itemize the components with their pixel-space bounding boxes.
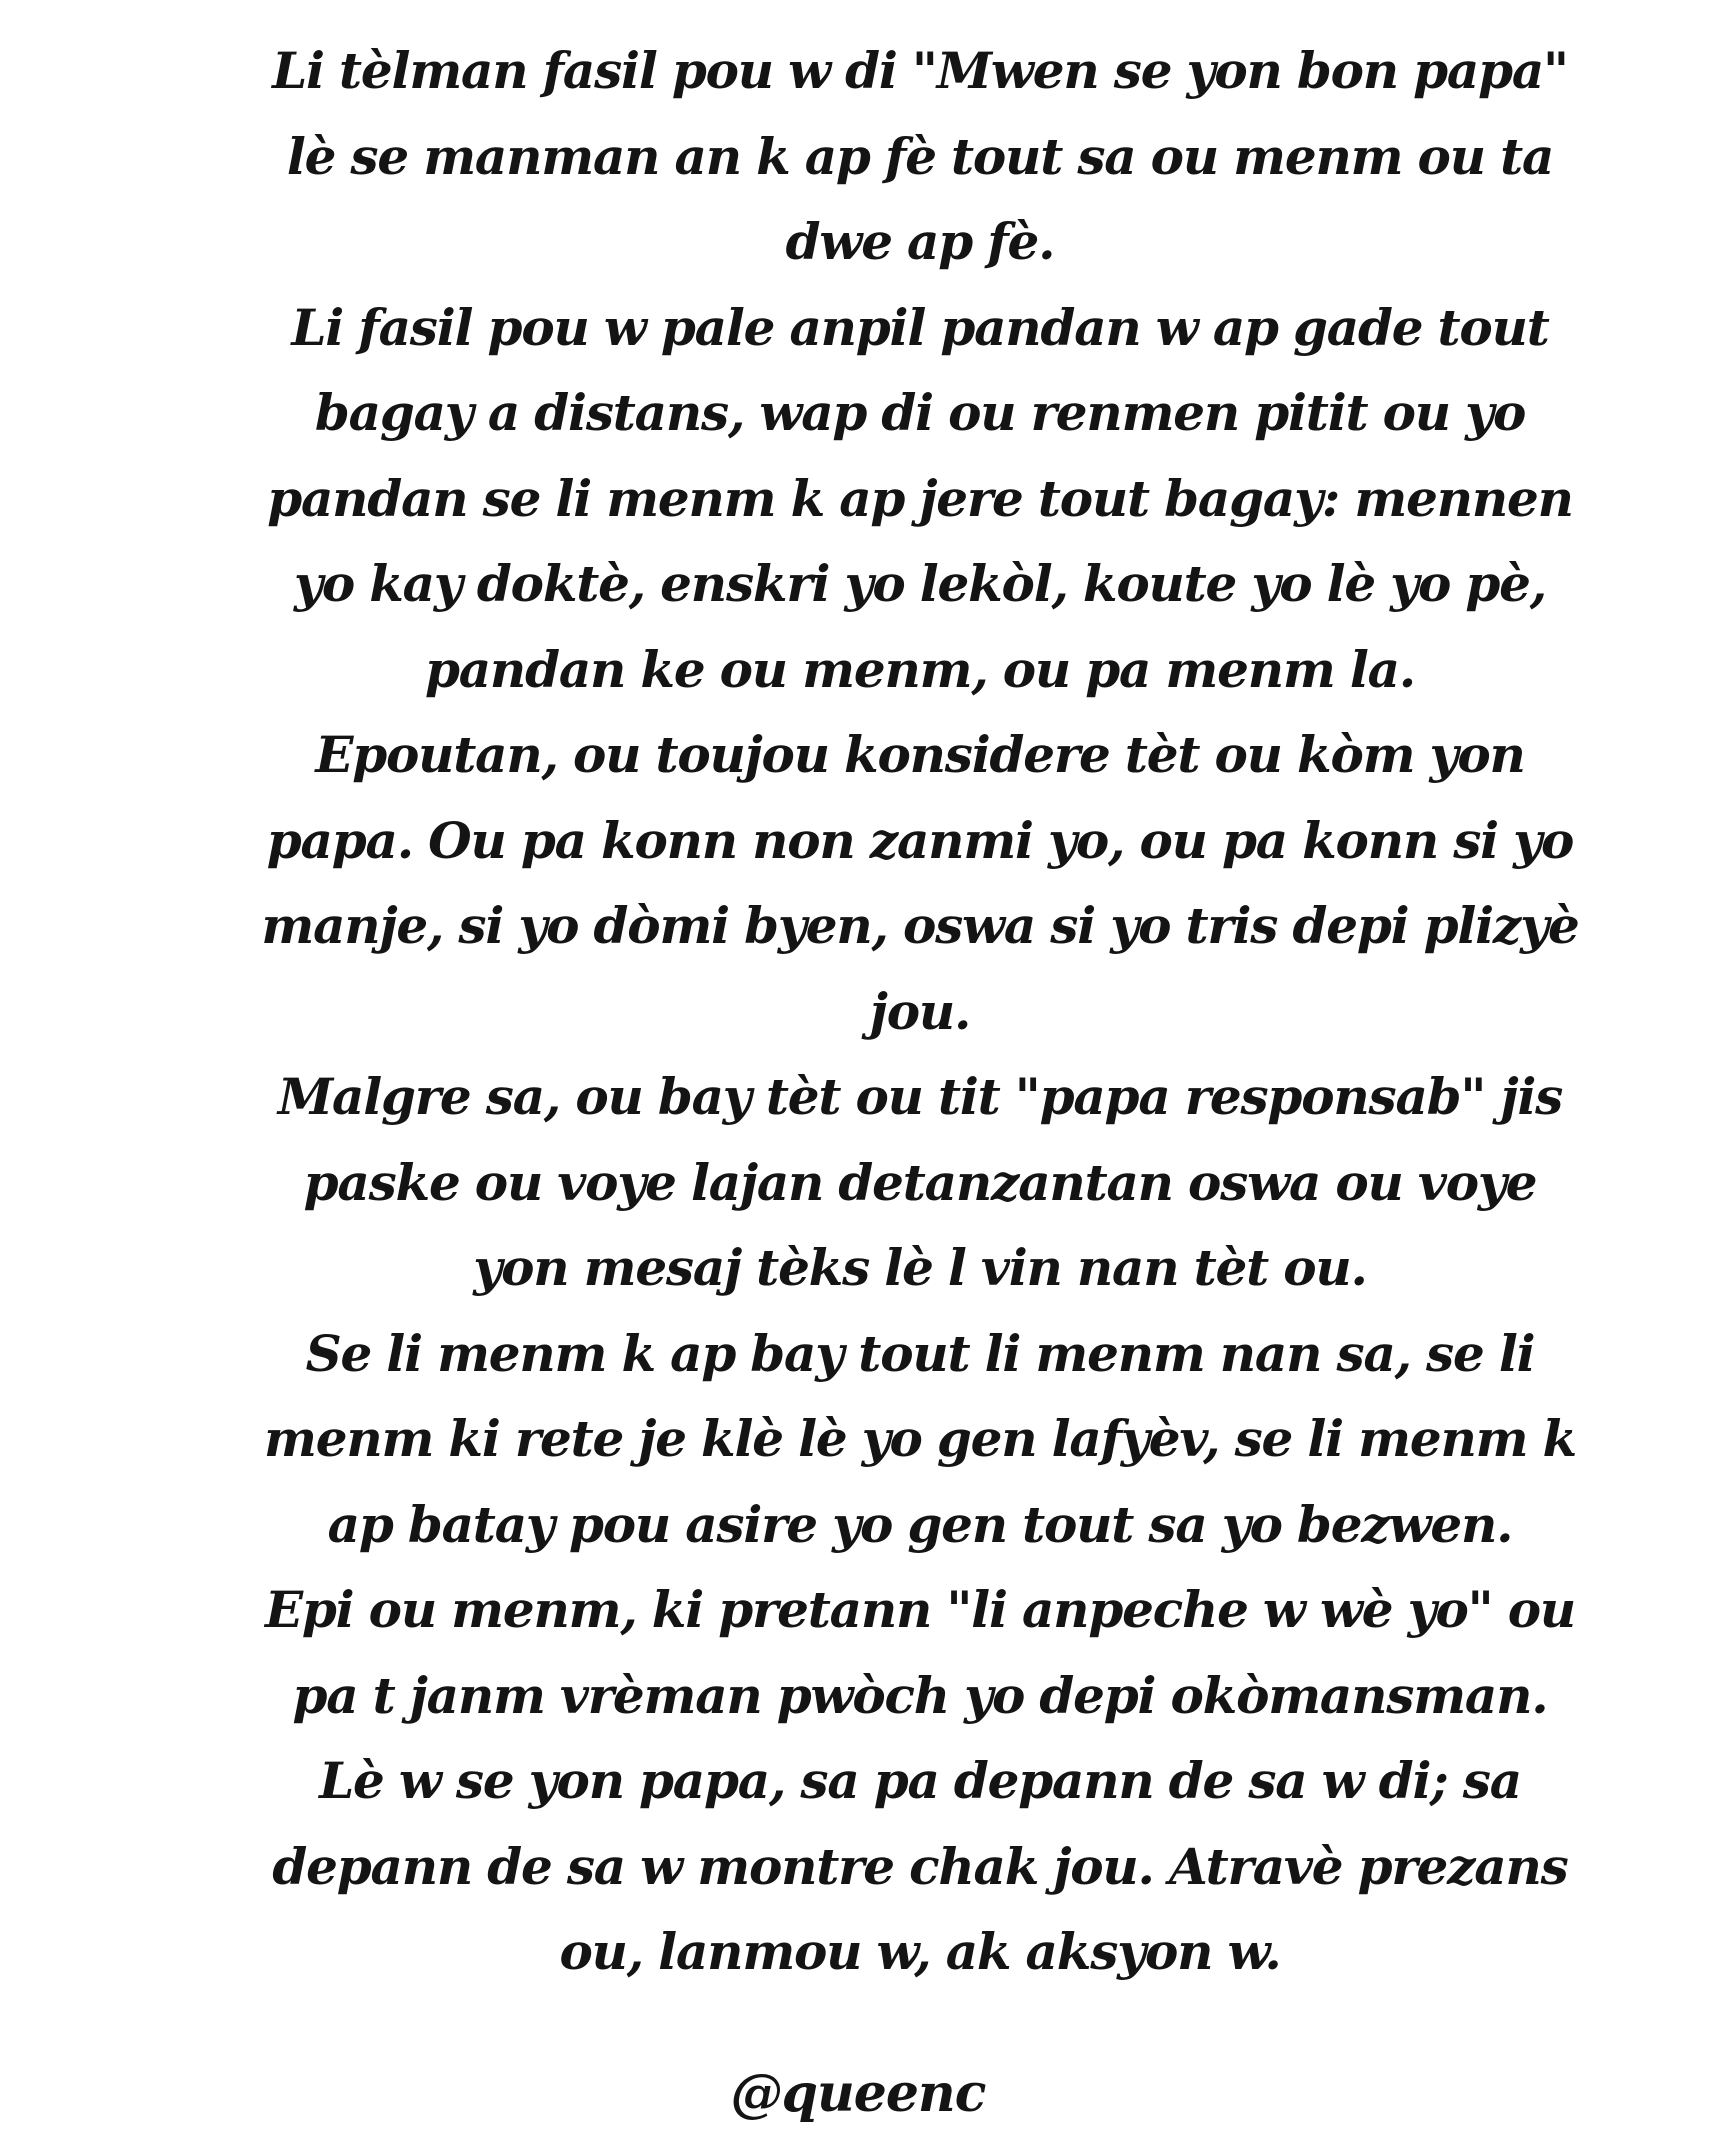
- poem-line: menm ki rete je klè lè yo gen lafyèv, se li menm k: [264, 1409, 1576, 1468]
- poem-line: manje, si yo dòmi byen, oswa si yo tris depi plizyè: [261, 896, 1579, 955]
- poem-line: pa t janm vrèman pwòch yo depi okòmansman.: [292, 1665, 1548, 1725]
- poem-line: paske ou voye lajan detanzantan oswa ou voye: [303, 1152, 1537, 1212]
- poem-line: Malgre sa, ou bay tèt ou tit "papa responsab" jis: [277, 1067, 1563, 1126]
- poem-line: Lè w se yon papa, sa pa depann de sa w di; sa: [319, 1751, 1521, 1810]
- poem-line: papa. Ou pa konn non zanmi yo, ou pa konn si yo: [266, 810, 1574, 870]
- author-signature: @queenc: [730, 2063, 986, 2124]
- poem-line: ap batay pou asire yo gen tout sa yo bezwen.: [327, 1494, 1513, 1554]
- poem-line: Se li menm k ap bay tout li menm nan sa, se li: [305, 1323, 1535, 1383]
- poem-line: jou.: [869, 981, 971, 1041]
- poem-line: Li tèlman fasil pou w di "Mwen se yon bon papa": [272, 41, 1568, 100]
- poem-line: Li fasil pou w pale anpil pandan w ap gade tout: [291, 297, 1549, 357]
- poem-line: pandan se li menm k ap jere tout bagay: mennen: [267, 468, 1573, 528]
- poem-line: ou, lanmou w, ak aksyon w.: [559, 1922, 1281, 1981]
- poem-line: yon mesaj tèks lè l vin nan tèt ou.: [473, 1238, 1367, 1297]
- poem-line: lè se manman an k ap fè tout sa ou menm ou ta: [286, 126, 1554, 186]
- poem-line: bagay a distans, wap di ou renmen pitit ou yo: [314, 383, 1526, 442]
- poem-line: pandan ke ou menm, ou pa menm la.: [424, 639, 1416, 699]
- poem-line: Epoutan, ou toujou konsidere tèt ou kòm yon: [315, 725, 1525, 784]
- poem-line: depann de sa w montre chak jou. Atravè prezans: [272, 1836, 1568, 1896]
- poem-line: yo kay doktè, enskri yo lekòl, koute yo lè yo pè,: [294, 554, 1546, 613]
- poem-line: dwe ap fè.: [785, 212, 1055, 271]
- poem-line: Epi ou menm, ki pretann "li anpeche w wè yo" ou: [265, 1580, 1575, 1639]
- poem-text: [250, 28, 1590, 1995]
